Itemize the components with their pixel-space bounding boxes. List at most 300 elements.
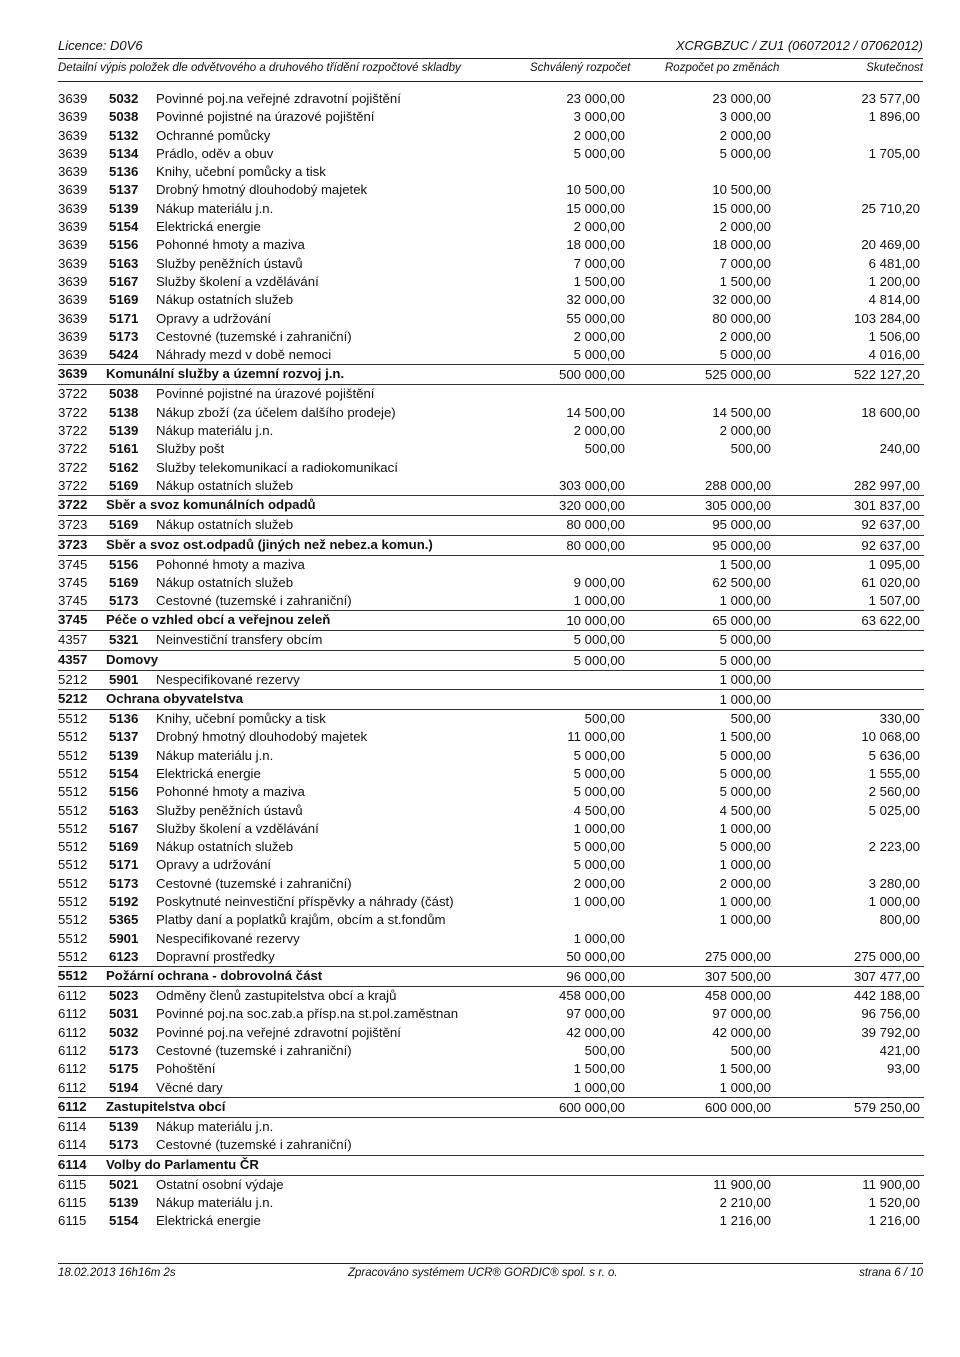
actual-value: 96 756,00	[861, 1006, 920, 1022]
approved-budget-value: 9 000,00	[573, 574, 625, 590]
actual-value: 6 481,00	[868, 255, 920, 271]
item-code: 5901	[109, 930, 139, 946]
table-row	[58, 1079, 924, 1097]
paragraph-code: 5512	[58, 765, 88, 781]
approved-budget-value: 42 000,00	[566, 1024, 625, 1040]
table-row	[58, 556, 924, 574]
item-name: Nákup ostatních služeb	[156, 574, 294, 590]
actual-value: 1 520,00	[868, 1194, 920, 1210]
column-header-actual: Skutečnost	[866, 62, 923, 74]
revised-budget-value: 95 000,00	[712, 517, 771, 533]
item-name: Povinné pojistné na úrazové pojištění	[156, 109, 375, 125]
table-row	[58, 930, 924, 948]
approved-budget-value: 5 000,00	[573, 145, 625, 161]
approved-budget-value: 10 500,00	[566, 182, 625, 198]
table-row	[58, 108, 924, 126]
paragraph-code: 5512	[58, 711, 88, 727]
actual-value: 1 095,00	[868, 556, 920, 572]
paragraph-code: 6115	[58, 1194, 87, 1210]
paragraph-code: 3639	[58, 255, 88, 271]
item-code: 5163	[109, 802, 139, 818]
item-name: Knihy, učební pomůcky a tisk	[156, 164, 326, 180]
approved-budget-value: 1 000,00	[573, 1079, 625, 1095]
approved-budget-value: 23 000,00	[566, 91, 625, 106]
table-row	[58, 783, 924, 801]
table-row	[58, 181, 924, 199]
table-row	[58, 385, 924, 403]
paragraph-code: 6114	[58, 1118, 87, 1134]
approved-budget-value: 5 000,00	[573, 765, 625, 781]
report-subtitle: Detailní výpis položek dle odvětvového a druhového třídění rozpočtové skladby	[58, 62, 461, 74]
item-name: Poskytnuté neinvestiční příspěvky a náhrady (část)	[156, 893, 454, 909]
item-code: 5139	[109, 747, 139, 763]
table-row	[58, 200, 924, 218]
revised-budget-value: 5 000,00	[719, 784, 771, 800]
actual-value: 93,00	[886, 1061, 920, 1077]
revised-budget-value: 1 000,00	[719, 692, 771, 708]
item-name: Služby peněžních ústavů	[156, 255, 303, 271]
print-timestamp: 18.02.2013 16h16m 2s	[58, 1267, 176, 1279]
item-name: Nákup ostatních služeb	[156, 517, 294, 533]
actual-value: 240,00	[879, 441, 920, 457]
item-name: Služby školení a vzdělávání	[156, 820, 319, 836]
item-code: 5138	[109, 404, 139, 420]
column-header-changed: Rozpočet po změnách	[665, 62, 780, 74]
approved-budget-value: 2 000,00	[573, 127, 625, 143]
approved-budget-value: 500,00	[584, 711, 625, 727]
revised-budget-value: 65 000,00	[712, 613, 771, 629]
approved-budget-value: 500,00	[584, 1043, 625, 1059]
paragraph-code: 5512	[58, 875, 88, 891]
item-name: Služby pošt	[156, 441, 225, 457]
actual-value: 5 636,00	[868, 747, 920, 763]
page-footer	[58, 1263, 923, 1283]
item-code: 5169	[109, 574, 139, 590]
paragraph-code: 6114	[58, 1156, 87, 1172]
section-total-row	[58, 610, 924, 631]
table-row	[58, 310, 924, 328]
item-name: Odměny členů zastupitelstva obcí a krajů	[156, 988, 397, 1004]
paragraph-code: 3722	[58, 404, 88, 420]
paragraph-code: 3722	[58, 477, 88, 493]
actual-value: 1 507,00	[868, 593, 920, 609]
item-code: 5154	[109, 1213, 139, 1229]
paragraph-code: 3723	[58, 536, 88, 552]
revised-budget-value: 1 000,00	[719, 857, 771, 873]
table-row	[58, 440, 924, 458]
item-code: 5173	[109, 593, 139, 609]
approved-budget-value: 1 500,00	[573, 1061, 625, 1077]
paragraph-code: 3639	[58, 366, 88, 382]
paragraph-code: 3639	[58, 109, 88, 125]
actual-value: 275 000,00	[853, 948, 920, 964]
item-code: 5171	[109, 857, 139, 873]
revised-budget-value: 1 500,00	[719, 1061, 771, 1077]
table-row	[58, 1212, 924, 1230]
approved-budget-value: 500 000,00	[558, 367, 625, 383]
approved-budget-value: 15 000,00	[566, 200, 625, 216]
item-code: 5032	[109, 91, 139, 106]
revised-budget-value: 95 000,00	[712, 537, 771, 553]
table-row	[58, 1176, 924, 1194]
revised-budget-value: 5 000,00	[719, 145, 771, 161]
document-code: XCRGBZUC / ZU1 (06072012 / 07062012)	[675, 38, 923, 53]
table-row	[58, 163, 924, 181]
item-name: Cestovné (tuzemské i zahraniční)	[156, 1137, 352, 1153]
revised-budget-value: 500,00	[730, 1043, 771, 1059]
paragraph-code: 5212	[58, 691, 88, 707]
table-row	[58, 255, 924, 273]
actual-value: 522 127,20	[853, 367, 920, 383]
item-name: Pohonné hmoty a maziva	[156, 556, 305, 572]
table-row	[58, 820, 924, 838]
item-name: Nespecifikované rezervy	[156, 671, 300, 687]
paragraph-code: 3722	[58, 497, 88, 513]
revised-budget-value: 62 500,00	[712, 574, 771, 590]
paragraph-code: 5512	[58, 912, 88, 928]
actual-value: 1 896,00	[868, 109, 920, 125]
paragraph-code: 5512	[58, 930, 88, 946]
table-row	[58, 948, 924, 966]
section-total-row	[58, 364, 924, 385]
revised-budget-value: 80 000,00	[712, 310, 771, 326]
footer-divider	[58, 1263, 923, 1264]
table-row	[58, 516, 924, 534]
paragraph-code: 3639	[58, 219, 88, 235]
approved-budget-value: 7 000,00	[573, 255, 625, 271]
item-name: Pohonné hmoty a maziva	[156, 784, 305, 800]
paragraph-code: 5512	[58, 839, 88, 855]
item-name: Elektrická energie	[156, 765, 261, 781]
approved-budget-value: 303 000,00	[558, 477, 625, 493]
paragraph-code: 3639	[58, 164, 88, 180]
actual-value: 3 280,00	[868, 875, 920, 891]
item-name: Pohonné hmoty a maziva	[156, 237, 305, 253]
approved-budget-value: 11 000,00	[567, 729, 625, 745]
item-code: 5136	[109, 164, 139, 180]
actual-value: 92 637,00	[861, 517, 920, 533]
approved-budget-value: 10 000,00	[566, 613, 625, 629]
table-row	[58, 1118, 924, 1136]
actual-value: 442 188,00	[853, 988, 920, 1004]
item-code: 5021	[109, 1176, 139, 1192]
item-code: 5137	[109, 182, 139, 198]
revised-budget-value: 1 500,00	[719, 729, 771, 745]
paragraph-code: 5212	[58, 671, 88, 687]
paragraph-code: 5512	[58, 968, 88, 984]
item-code: 5169	[109, 517, 139, 533]
section-total-row	[58, 1155, 924, 1176]
actual-value: 4 016,00	[868, 347, 920, 363]
item-name: Elektrická energie	[156, 219, 261, 235]
item-name: Náhrady mezd v době nemoci	[156, 347, 332, 363]
actual-value: 421,00	[879, 1043, 920, 1059]
revised-budget-value: 288 000,00	[704, 477, 771, 493]
table-row	[58, 592, 924, 610]
item-name: Nákup ostatních služeb	[156, 477, 294, 493]
item-code: 5901	[109, 671, 139, 687]
revised-budget-value: 2 000,00	[719, 328, 771, 344]
item-name: Knihy, učební pomůcky a tisk	[156, 711, 326, 727]
item-code: 5023	[109, 988, 139, 1004]
revised-budget-value: 5 000,00	[719, 765, 771, 781]
item-code: 5173	[109, 328, 139, 344]
item-code: 5175	[109, 1061, 139, 1077]
approved-budget-value: 1 000,00	[573, 820, 625, 836]
actual-value: 63 622,00	[861, 613, 920, 629]
paragraph-code: 5512	[58, 802, 88, 818]
item-code: 5154	[109, 765, 139, 781]
table-row	[58, 574, 924, 592]
section-total-row	[58, 689, 924, 710]
approved-budget-value: 96 000,00	[566, 969, 625, 985]
item-code: 5169	[109, 839, 139, 855]
revised-budget-value: 14 500,00	[712, 404, 771, 420]
revised-budget-value: 305 000,00	[704, 498, 771, 514]
section-name: Komunální služby a územní rozvoj j.n.	[106, 366, 345, 382]
revised-budget-value: 2 000,00	[719, 423, 771, 439]
section-name: Domovy	[106, 651, 159, 667]
paragraph-code: 3745	[58, 612, 88, 628]
actual-value: 4 814,00	[868, 292, 920, 308]
item-code: 5038	[109, 386, 139, 402]
paragraph-code: 3723	[58, 517, 88, 533]
item-code: 5139	[109, 1118, 139, 1134]
paragraph-code: 3639	[58, 237, 88, 253]
table-row	[58, 747, 924, 765]
approved-budget-value: 18 000,00	[566, 237, 625, 253]
item-name: Cestovné (tuzemské i zahraniční)	[156, 875, 352, 891]
table-row	[58, 459, 924, 477]
approved-budget-value: 1 000,00	[573, 593, 625, 609]
table-row	[58, 856, 924, 874]
item-name: Drobný hmotný dlouhodobý majetek	[156, 729, 368, 745]
item-name: Služby telekomunikací a radiokomunikací	[156, 459, 398, 475]
revised-budget-value: 5 000,00	[719, 839, 771, 855]
paragraph-code: 3745	[58, 556, 88, 572]
section-name: Požární ochrana - dobrovolná část	[106, 968, 323, 984]
approved-budget-value: 500,00	[584, 441, 625, 457]
paragraph-code: 6112	[58, 988, 87, 1004]
paragraph-code: 6112	[58, 1043, 87, 1059]
item-code: 5132	[109, 127, 139, 143]
revised-budget-value: 5 000,00	[719, 747, 771, 763]
revised-budget-value: 500,00	[730, 441, 771, 457]
item-code: 5134	[109, 145, 139, 161]
table-row	[58, 90, 924, 108]
revised-budget-value: 2 000,00	[719, 875, 771, 891]
revised-budget-value: 275 000,00	[704, 948, 771, 964]
approved-budget-value: 5 000,00	[573, 652, 625, 668]
paragraph-code: 5512	[58, 820, 88, 836]
revised-budget-value: 2 000,00	[719, 127, 771, 143]
approved-budget-value: 32 000,00	[566, 292, 625, 308]
approved-budget-value: 80 000,00	[566, 537, 625, 553]
item-name: Nákup ostatních služeb	[156, 292, 294, 308]
paragraph-code: 3745	[58, 574, 88, 590]
section-total-row	[58, 1097, 924, 1118]
table-row	[58, 893, 924, 911]
actual-value: 1 705,00	[868, 145, 920, 161]
paragraph-code: 6114	[58, 1137, 87, 1153]
approved-budget-value: 2 000,00	[573, 219, 625, 235]
paragraph-code: 6115	[58, 1213, 87, 1229]
table-row	[58, 1194, 924, 1212]
paragraph-code: 3639	[58, 273, 88, 289]
header-divider	[58, 81, 923, 82]
item-code: 5169	[109, 477, 139, 493]
paragraph-code: 6112	[58, 1061, 87, 1077]
table-row	[58, 145, 924, 163]
table-row	[58, 218, 924, 236]
actual-value: 5 025,00	[868, 802, 920, 818]
table-row	[58, 273, 924, 291]
item-code: 5038	[109, 109, 139, 125]
paragraph-code: 3639	[58, 328, 88, 344]
approved-budget-value: 600 000,00	[558, 1099, 625, 1115]
actual-value: 20 469,00	[861, 237, 920, 253]
page-number: strana 6 / 10	[859, 1267, 923, 1279]
actual-value: 18 600,00	[861, 404, 920, 420]
revised-budget-value: 3 000,00	[719, 109, 771, 125]
section-name: Péče o vzhled obcí a veřejnou zeleň	[106, 612, 331, 628]
item-code: 5136	[109, 711, 139, 727]
paragraph-code: 3639	[58, 182, 88, 198]
approved-budget-value: 2 000,00	[573, 875, 625, 891]
actual-value: 25 710,20	[861, 200, 920, 216]
item-name: Nákup materiálu j.n.	[156, 1118, 274, 1134]
item-code: 5139	[109, 423, 139, 439]
approved-budget-value: 458 000,00	[558, 988, 625, 1004]
approved-budget-value: 14 500,00	[566, 404, 625, 420]
revised-budget-value: 600 000,00	[704, 1099, 771, 1115]
item-code: 5162	[109, 459, 139, 475]
paragraph-code: 3639	[58, 347, 88, 363]
revised-budget-value: 2 210,00	[719, 1194, 771, 1210]
item-name: Povinné poj.na veřejné zdravotní pojištění	[156, 91, 401, 106]
item-name: Služby peněžních ústavů	[156, 802, 303, 818]
table-row	[58, 671, 924, 689]
section-name: Volby do Parlamentu ČR	[106, 1156, 259, 1172]
item-name: Elektrická energie	[156, 1213, 261, 1229]
revised-budget-value: 11 900,00	[713, 1176, 771, 1192]
actual-value: 61 020,00	[861, 574, 920, 590]
approved-budget-value: 5 000,00	[573, 784, 625, 800]
approved-budget-value: 5 000,00	[573, 347, 625, 363]
approved-budget-value: 55 000,00	[566, 310, 625, 326]
actual-value: 330,00	[879, 711, 920, 727]
item-code: 5032	[109, 1024, 139, 1040]
paragraph-code: 3639	[58, 127, 88, 143]
item-name: Ostatní osobní výdaje	[156, 1176, 284, 1192]
item-code: 5031	[109, 1006, 139, 1022]
item-name: Platby daní a poplatků krajům, obcím a st.fondům	[156, 912, 446, 928]
actual-value: 301 837,00	[853, 498, 920, 514]
paragraph-code: 6112	[58, 1098, 87, 1114]
item-code: 5169	[109, 292, 139, 308]
section-name: Sběr a svoz ost.odpadů (jiných než nebez.a komun.)	[106, 536, 433, 552]
actual-value: 800,00	[879, 912, 920, 928]
paragraph-code: 3639	[58, 145, 88, 161]
item-code: 5194	[109, 1079, 139, 1095]
paragraph-code: 3722	[58, 423, 88, 439]
approved-budget-value: 5 000,00	[573, 857, 625, 873]
item-name: Nespecifikované rezervy	[156, 930, 300, 946]
table-row	[58, 728, 924, 746]
item-name: Povinné poj.na veřejné zdravotní pojištění	[156, 1024, 401, 1040]
actual-value: 1 000,00	[868, 893, 920, 909]
revised-budget-value: 1 216,00	[719, 1213, 771, 1229]
actual-value: 10 068,00	[861, 729, 920, 745]
actual-value: 39 792,00	[861, 1024, 920, 1040]
item-name: Opravy a udržování	[156, 857, 272, 873]
approved-budget-value: 2 000,00	[573, 423, 625, 439]
section-total-row	[58, 495, 924, 516]
paragraph-code: 3722	[58, 441, 88, 457]
table-row	[58, 710, 924, 728]
item-code: 5156	[109, 784, 139, 800]
item-name: Ochranné pomůcky	[156, 127, 271, 143]
revised-budget-value: 5 000,00	[719, 652, 771, 668]
table-row	[58, 1024, 924, 1042]
table-row	[58, 404, 924, 422]
approved-budget-value: 50 000,00	[566, 948, 625, 964]
item-code: 5167	[109, 273, 139, 289]
approved-budget-value: 1 000,00	[573, 930, 625, 946]
item-name: Neinvestiční transfery obcím	[156, 632, 323, 648]
table-row	[58, 422, 924, 440]
approved-budget-value: 1 000,00	[573, 893, 625, 909]
revised-budget-value: 7 000,00	[719, 255, 771, 271]
column-header-approved: Schválený rozpočet	[530, 62, 631, 74]
revised-budget-value: 97 000,00	[712, 1006, 771, 1022]
actual-value: 1 200,00	[868, 273, 920, 289]
section-total-row	[58, 650, 924, 671]
item-name: Služby školení a vzdělávání	[156, 273, 319, 289]
paragraph-code: 5512	[58, 729, 88, 745]
revised-budget-value: 32 000,00	[712, 292, 771, 308]
item-code: 5167	[109, 820, 139, 836]
table-row	[58, 802, 924, 820]
item-name: Nákup materiálu j.n.	[156, 1194, 274, 1210]
actual-value: 1 555,00	[868, 765, 920, 781]
revised-budget-value: 525 000,00	[704, 367, 771, 383]
approved-budget-value: 2 000,00	[573, 328, 625, 344]
revised-budget-value: 458 000,00	[704, 988, 771, 1004]
item-name: Dopravní prostředky	[156, 948, 275, 964]
table-row	[58, 1060, 924, 1078]
actual-value: 1 216,00	[868, 1213, 920, 1229]
approved-budget-value: 5 000,00	[573, 747, 625, 763]
revised-budget-value: 1 000,00	[719, 912, 771, 928]
item-code: 5161	[109, 441, 139, 457]
paragraph-code: 5512	[58, 857, 88, 873]
approved-budget-value: 97 000,00	[566, 1006, 625, 1022]
item-name: Nákup ostatních služeb	[156, 839, 294, 855]
actual-value: 579 250,00	[853, 1099, 920, 1115]
paragraph-code: 6112	[58, 1024, 87, 1040]
table-row	[58, 765, 924, 783]
table-row	[58, 346, 924, 364]
table-row	[58, 477, 924, 495]
section-total-row	[58, 535, 924, 556]
table-row	[58, 1042, 924, 1060]
revised-budget-value: 1 000,00	[719, 893, 771, 909]
item-name: Pohoštění	[156, 1061, 216, 1077]
item-code: 5154	[109, 219, 139, 235]
paragraph-code: 3639	[58, 292, 88, 308]
actual-value: 2 560,00	[868, 784, 920, 800]
